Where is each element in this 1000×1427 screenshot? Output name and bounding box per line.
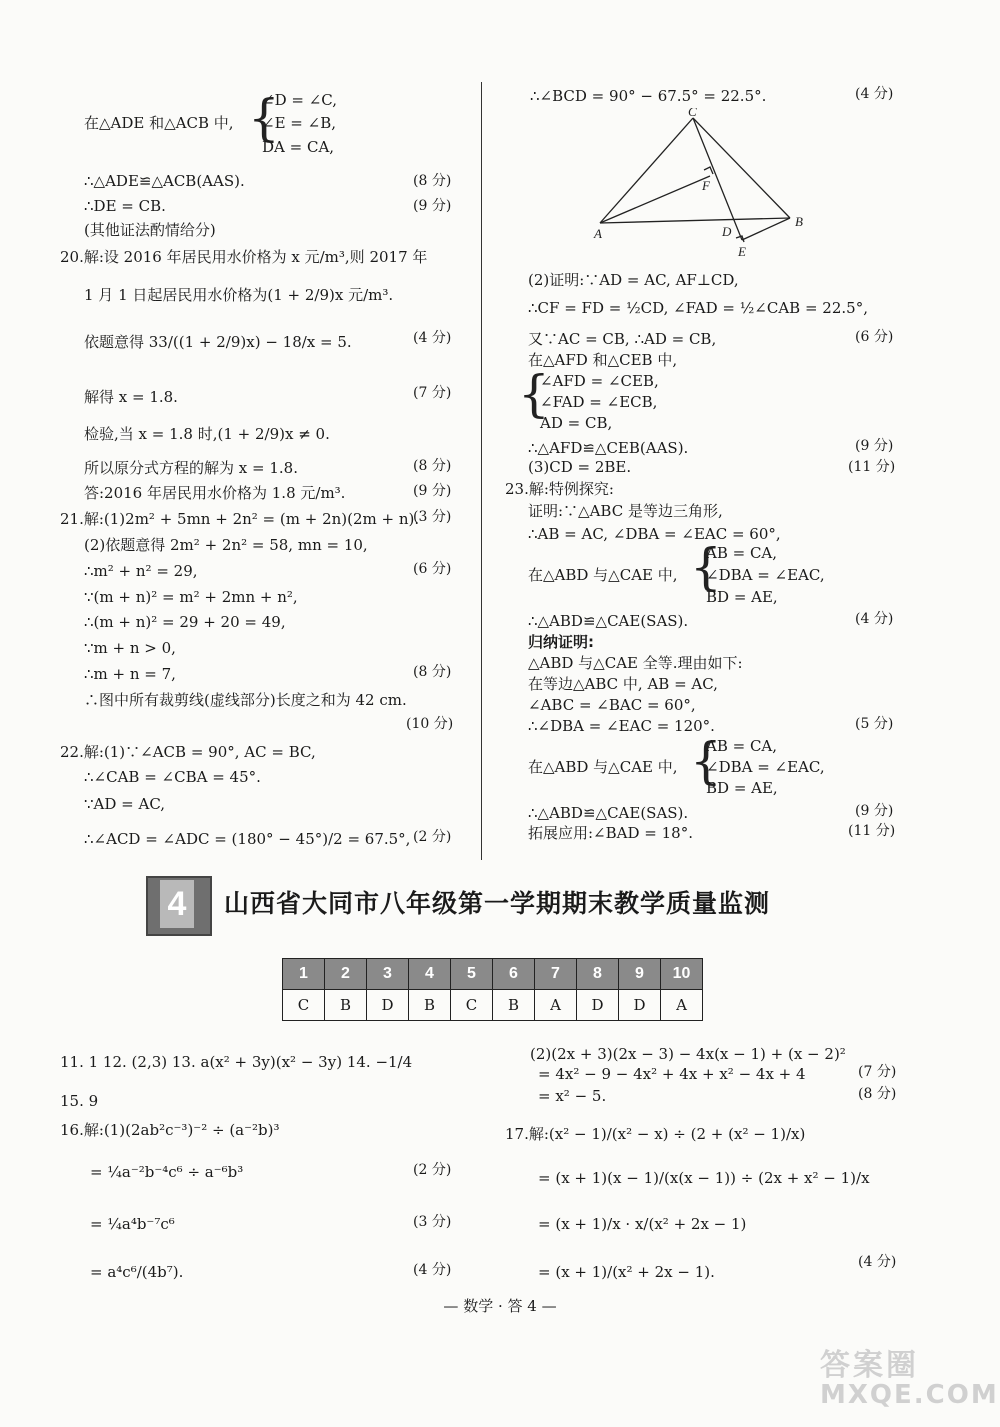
score: (7 分) — [858, 1064, 897, 1080]
text-line: = x² − 5. — [538, 1087, 607, 1105]
text-line: AB = CA, — [706, 544, 778, 562]
brace: { — [690, 538, 722, 596]
text-line: 依题意得 33/((1 + 2/9)x) − 18/x = 5. — [84, 333, 352, 351]
brace: { — [248, 89, 280, 147]
text-line: 在等边△ABC 中, AB = AC, — [528, 675, 718, 693]
text-line: ∵(m + n)² = m² + 2mn + n², — [84, 588, 298, 606]
text-line: ∠AFD = ∠CEB, — [540, 372, 659, 390]
label-F: F — [702, 178, 710, 193]
column-divider — [481, 82, 482, 860]
label-C: C — [688, 108, 697, 119]
text-line: ∠DBA = ∠EAC, — [706, 758, 825, 776]
text-line: BD = AE, — [706, 779, 778, 797]
text-line: ∴△AFD≌△CEB(AAS). — [528, 439, 689, 457]
question-number: 1 — [283, 959, 325, 990]
text-line: (2)依题意得 2m² + 2n² = 58, mn = 10, — [84, 536, 368, 554]
text-line: 拓展应用:∠BAD = 18°. — [528, 824, 693, 842]
geometry-figure — [590, 108, 810, 258]
text-line: ∴△ADE≌△ACB(AAS). — [84, 172, 245, 190]
question-21: 21.解:(1)2m² + 5mn + 2n² = (m + 2n)(2m + n). — [60, 510, 420, 528]
score: (9 分) — [855, 803, 894, 819]
section-number: 4 — [160, 880, 194, 928]
text-line: (3)CD = 2BE. — [528, 458, 632, 476]
score: (2 分) — [413, 1162, 452, 1178]
text-line: 解得 x = 1.8. — [84, 388, 178, 406]
text-line: BD = AE, — [706, 588, 778, 606]
text-line: 在△ABD 与△CAE 中, — [528, 758, 678, 776]
text-line: 在△ABD 与△CAE 中, — [528, 566, 678, 584]
score: (9 分) — [855, 438, 894, 454]
score: (9 分) — [413, 198, 452, 214]
answer-table — [282, 958, 703, 1021]
text-line: △ABD 与△CAE 全等.理由如下: — [528, 654, 743, 672]
answer-cell: A — [661, 990, 703, 1021]
answer-cell: C — [283, 990, 325, 1021]
text-line: AD = CB, — [540, 414, 613, 432]
text-line: DA = CA, — [262, 138, 335, 156]
score: (8 分) — [413, 458, 452, 474]
text-line: ∠ABC = ∠BAC = 60°, — [528, 696, 696, 714]
question-number: 4 — [409, 959, 451, 990]
text-line: 所以原分式方程的解为 x = 1.8. — [84, 459, 298, 477]
text-line: ∴CF = FD = ½CD, ∠FAD = ½∠CAB = 22.5°, — [528, 299, 868, 317]
score: (4 分) — [858, 1254, 897, 1270]
score: (9 分) — [413, 483, 452, 499]
question-23: 23.解:特例探究: — [505, 480, 614, 498]
text-line: 15. 9 — [60, 1092, 99, 1110]
label-A: A — [594, 226, 602, 241]
question-20: 20.解:设 2016 年居民用水价格为 x 元/m³,则 2017 年 — [60, 248, 428, 266]
text-line: ∴∠BCD = 90° − 67.5° = 22.5°. — [530, 87, 767, 105]
score: (4 分) — [855, 611, 894, 627]
answer-cell: B — [325, 990, 367, 1021]
question-17: 17.解:(x² − 1)/(x² − x) ÷ (2 + (x² − 1)/x) — [505, 1125, 806, 1143]
score: (11 分) — [848, 459, 896, 475]
score: (7 分) — [413, 385, 452, 401]
question-number: 5 — [451, 959, 493, 990]
text-line: ∠DBA = ∠EAC, — [706, 566, 825, 584]
text-line: ∴∠CAB = ∠CBA = 45°. — [84, 768, 261, 786]
text-line: 答:2016 年居民用水价格为 1.8 元/m³. — [84, 484, 346, 502]
text-line: ∴(m + n)² = 29 + 20 = 49, — [84, 613, 286, 631]
text-line: ∠D = ∠C, — [262, 91, 337, 109]
label-D: D — [722, 224, 732, 239]
text-line: ∴DE = CB. — [84, 197, 166, 215]
answer-cell: D — [367, 990, 409, 1021]
answer-cell: C — [451, 990, 493, 1021]
text-line: 归纳证明: — [528, 633, 594, 651]
page-footer: — 数学 · 答 4 — — [443, 1297, 557, 1315]
score: (8 分) — [858, 1086, 897, 1102]
brace: { — [518, 365, 550, 423]
score: (8 分) — [413, 664, 452, 680]
text-line: (2)(2x + 3)(2x − 3) − 4x(x − 1) + (x − 2)² — [530, 1045, 846, 1063]
text-line: ∴m + n = 7, — [84, 665, 176, 683]
score: (2 分) — [413, 829, 452, 845]
text-line: = ¼a⁻²b⁻⁴c⁶ ÷ a⁻⁶b³ — [90, 1163, 244, 1181]
text-line: (其他证法酌情给分) — [84, 221, 216, 239]
text-line: ∠FAD = ∠ECB, — [540, 393, 658, 411]
text-line: = (x + 1)/(x² + 2x − 1). — [538, 1263, 715, 1281]
score: (6 分) — [855, 329, 894, 345]
text-line: 检验,当 x = 1.8 时,(1 + 2/9)x ≠ 0. — [84, 425, 330, 443]
answer-table-row — [283, 990, 703, 1021]
label-E: E — [738, 244, 746, 258]
brace: { — [690, 732, 722, 790]
text-line: ∴∠ACD = ∠ADC = (180° − 45°)/2 = 67.5°, — [84, 830, 411, 848]
text-line: (2)证明:∵AD = AC, AF⊥CD, — [528, 271, 739, 289]
text-line: AB = CA, — [706, 737, 778, 755]
text-line: ∴∠DBA = ∠EAC = 120°. — [528, 717, 715, 735]
text-line: 11. 1 12. (2,3) 13. a(x² + 3y)(x² − 3y) 14. −1/4 — [60, 1053, 413, 1071]
score: (11 分) — [848, 823, 896, 839]
question-number: 8 — [577, 959, 619, 990]
text-line: ∵m + n > 0, — [84, 639, 176, 657]
text-line: 在△AFD 和△CEB 中, — [528, 351, 678, 369]
question-number: 2 — [325, 959, 367, 990]
score: (4 分) — [855, 86, 894, 102]
text-line: ∴m² + n² = 29, — [84, 562, 198, 580]
score: (4 分) — [413, 330, 452, 346]
answer-cell: D — [577, 990, 619, 1021]
text-line: = ¼a⁴b⁻⁷c⁶ — [90, 1215, 175, 1233]
question-number: 7 — [535, 959, 577, 990]
text-line: ∵AD = AC, — [84, 795, 166, 813]
score: (4 分) — [413, 1262, 452, 1278]
answer-cell: B — [409, 990, 451, 1021]
text-line: = (x + 1)/x · x/(x² + 2x − 1) — [538, 1215, 747, 1233]
score: (3 分) — [413, 1214, 452, 1230]
question-number: 10 — [661, 959, 703, 990]
score: (6 分) — [413, 561, 452, 577]
text-line: ∠E = ∠B, — [262, 114, 336, 132]
label-B: B — [795, 214, 803, 229]
text-line: = 4x² − 9 − 4x² + 4x + x² − 4x + 4 — [538, 1065, 806, 1083]
question-number: 9 — [619, 959, 661, 990]
text-line: 证明:∵△ABC 是等边三角形, — [528, 502, 723, 520]
text-line: 1 月 1 日起居民用水价格为(1 + 2/9)x 元/m³. — [84, 286, 394, 304]
answer-cell: D — [619, 990, 661, 1021]
text-line: = (x + 1)(x − 1)/(x(x − 1)) ÷ (2x + x² − 1)/x — [538, 1169, 870, 1187]
score: (3 分) — [413, 509, 452, 525]
text-line: 在△ADE 和△ACB 中, — [84, 114, 234, 132]
question-16: 16.解:(1)(2ab²c⁻³)⁻² ÷ (a⁻²b)³ — [60, 1121, 280, 1139]
text-line: 又∵AC = CB, ∴AD = CB, — [528, 330, 717, 348]
text-line: ∴△ABD≌△CAE(SAS). — [528, 612, 689, 630]
question-number: 3 — [367, 959, 409, 990]
score: (10 分) — [406, 716, 454, 732]
watermark-logo: 答案圈 — [820, 1348, 919, 1383]
answer-cell: B — [493, 990, 535, 1021]
score: (8 分) — [413, 173, 452, 189]
text-line: = a⁴c⁶/(4b⁷). — [90, 1263, 184, 1281]
question-number: 6 — [493, 959, 535, 990]
answer-cell: A — [535, 990, 577, 1021]
text-line: ∴AB = AC, ∠DBA = ∠EAC = 60°, — [528, 525, 781, 543]
score: (5 分) — [855, 716, 894, 732]
text-line: ∴图中所有裁剪线(虚线部分)长度之和为 42 cm. — [84, 691, 407, 709]
text-line: ∴△ABD≌△CAE(SAS). — [528, 804, 689, 822]
answer-table-header — [283, 959, 703, 990]
watermark-url: MXQE.COM — [820, 1380, 999, 1410]
section-title: 山西省大同市八年级第一学期期末教学质量监测 — [224, 889, 771, 918]
question-22: 22.解:(1)∵∠ACB = 90°, AC = BC, — [60, 743, 316, 761]
